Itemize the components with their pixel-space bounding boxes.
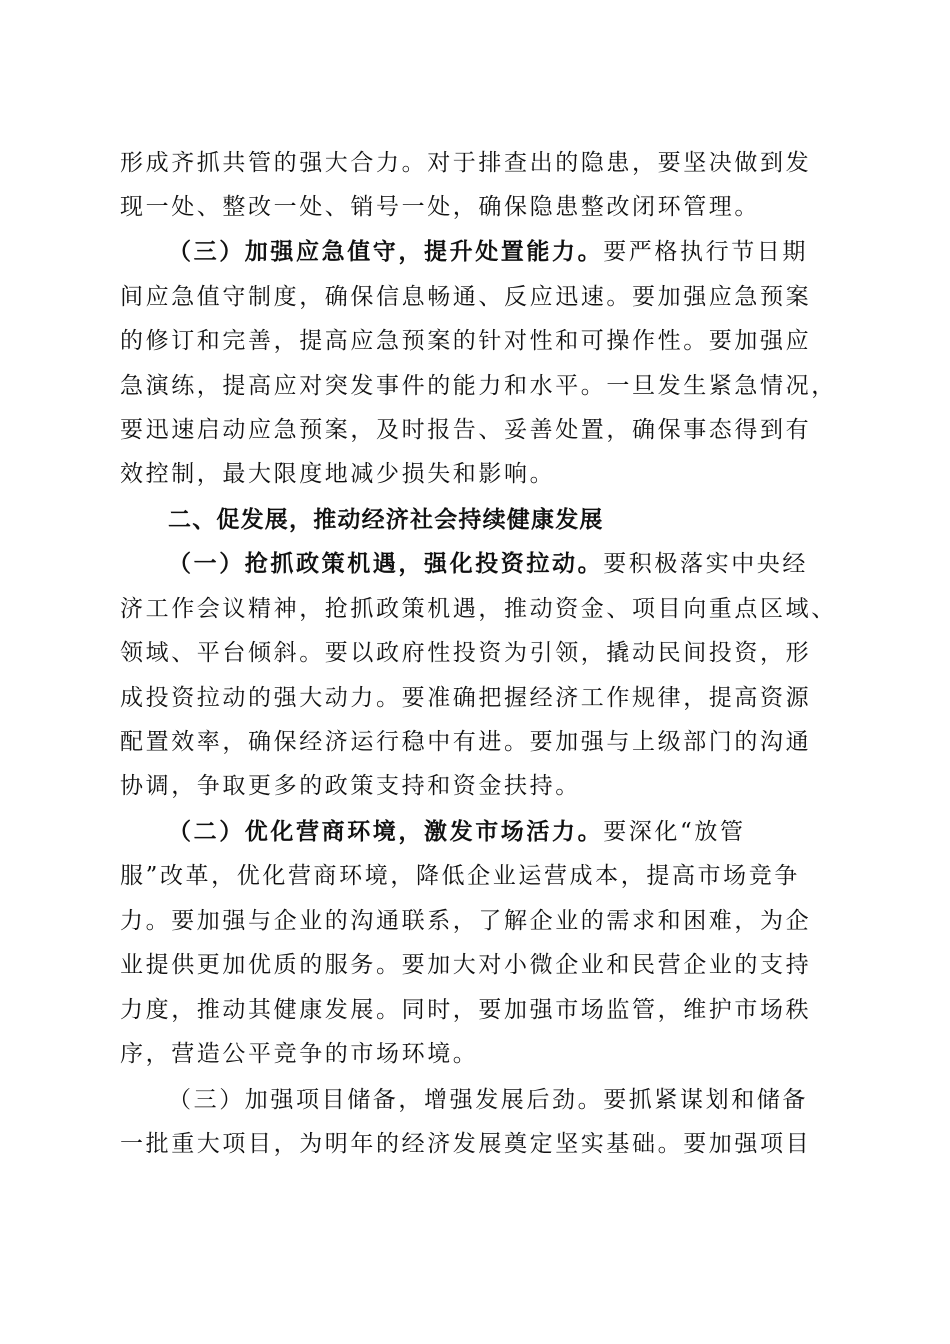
paragraph-lead-phrase: （三）加强应急值守，提升处置能力。 <box>168 238 604 265</box>
body-text-line: 力度，推动其健康发展。同时，要加强市场监管，维护市场秩 <box>120 997 812 1023</box>
paragraph-first-line <box>168 817 832 847</box>
body-text-line: 服”改革，优化营商环境，降低企业运营成本，提高市场竞争 <box>120 863 800 889</box>
paragraph-first-line-rest: 要积极落实中央经 <box>603 551 809 577</box>
body-text-line: 济工作会议精神，抢抓政策机遇，推动资金、项目向重点区域、 <box>120 596 837 622</box>
paragraph-first-line-rest: 要抓紧谋划和储备 <box>603 1087 809 1113</box>
body-text-line: 效控制，最大限度地减少损失和影响。 <box>120 461 556 487</box>
body-text-line: 现一处、整改一处、销号一处，确保隐患整改闭环管理。 <box>120 194 760 220</box>
body-text-line: 要迅速启动应急预案，及时报告、妥善处置，确保事态得到有 <box>120 417 812 443</box>
paragraph-lead-phrase: （三）加强项目储备，增强发展后劲。 <box>168 1087 604 1113</box>
body-text-line: 序，营造公平竞争的市场环境。 <box>120 1041 479 1067</box>
paragraph-first-line <box>168 237 832 267</box>
body-text-line: 间应急值守制度，确保信息畅通、反应迅速。要加强应急预案 <box>120 284 812 310</box>
body-text-line: 形成齐抓共管的强大合力。对于排查出的隐患，要坚决做到发 <box>120 150 812 176</box>
paragraph-first-line <box>168 549 832 579</box>
body-text-line: 的修订和完善，提高应急预案的针对性和可操作性。要加强应 <box>120 328 812 354</box>
body-text-line: 力。要加强与企业的沟通联系，了解企业的需求和困难，为企 <box>120 908 812 934</box>
paragraph-lead-phrase: （二）优化营商环境，激发市场活力。 <box>168 818 604 845</box>
paragraph-lead-phrase: （一）抢抓政策机遇，强化投资拉动。 <box>168 550 604 577</box>
body-text-line: 一批重大项目，为明年的经济发展奠定坚实基础。要加强项目 <box>120 1131 812 1157</box>
body-text-line: 领域、平台倾斜。要以政府性投资为引领，撬动民间投资，形 <box>120 640 812 666</box>
body-text-line: 协调，争取更多的政策支持和资金扶持。 <box>120 773 581 799</box>
body-text-line: 配置效率，确保经济运行稳中有进。要加强与上级部门的沟通 <box>120 729 812 755</box>
paragraph-first-line <box>168 1085 832 1115</box>
body-text-line: 业提供更加优质的服务。要加大对小微企业和民营企业的支持 <box>120 952 812 978</box>
paragraph-first-line-rest: 要深化“放管 <box>603 819 746 845</box>
paragraph-first-line-rest: 要严格执行节日期 <box>603 239 809 265</box>
section-heading: 二、促发展，推动经济社会持续健康发展 <box>168 507 604 533</box>
body-text-line: 急演练，提高应对突发事件的能力和水平。一旦发生紧急情况， <box>120 373 837 399</box>
body-text-line: 成投资拉动的强大动力。要准确把握经济工作规律，提高资源 <box>120 685 812 711</box>
